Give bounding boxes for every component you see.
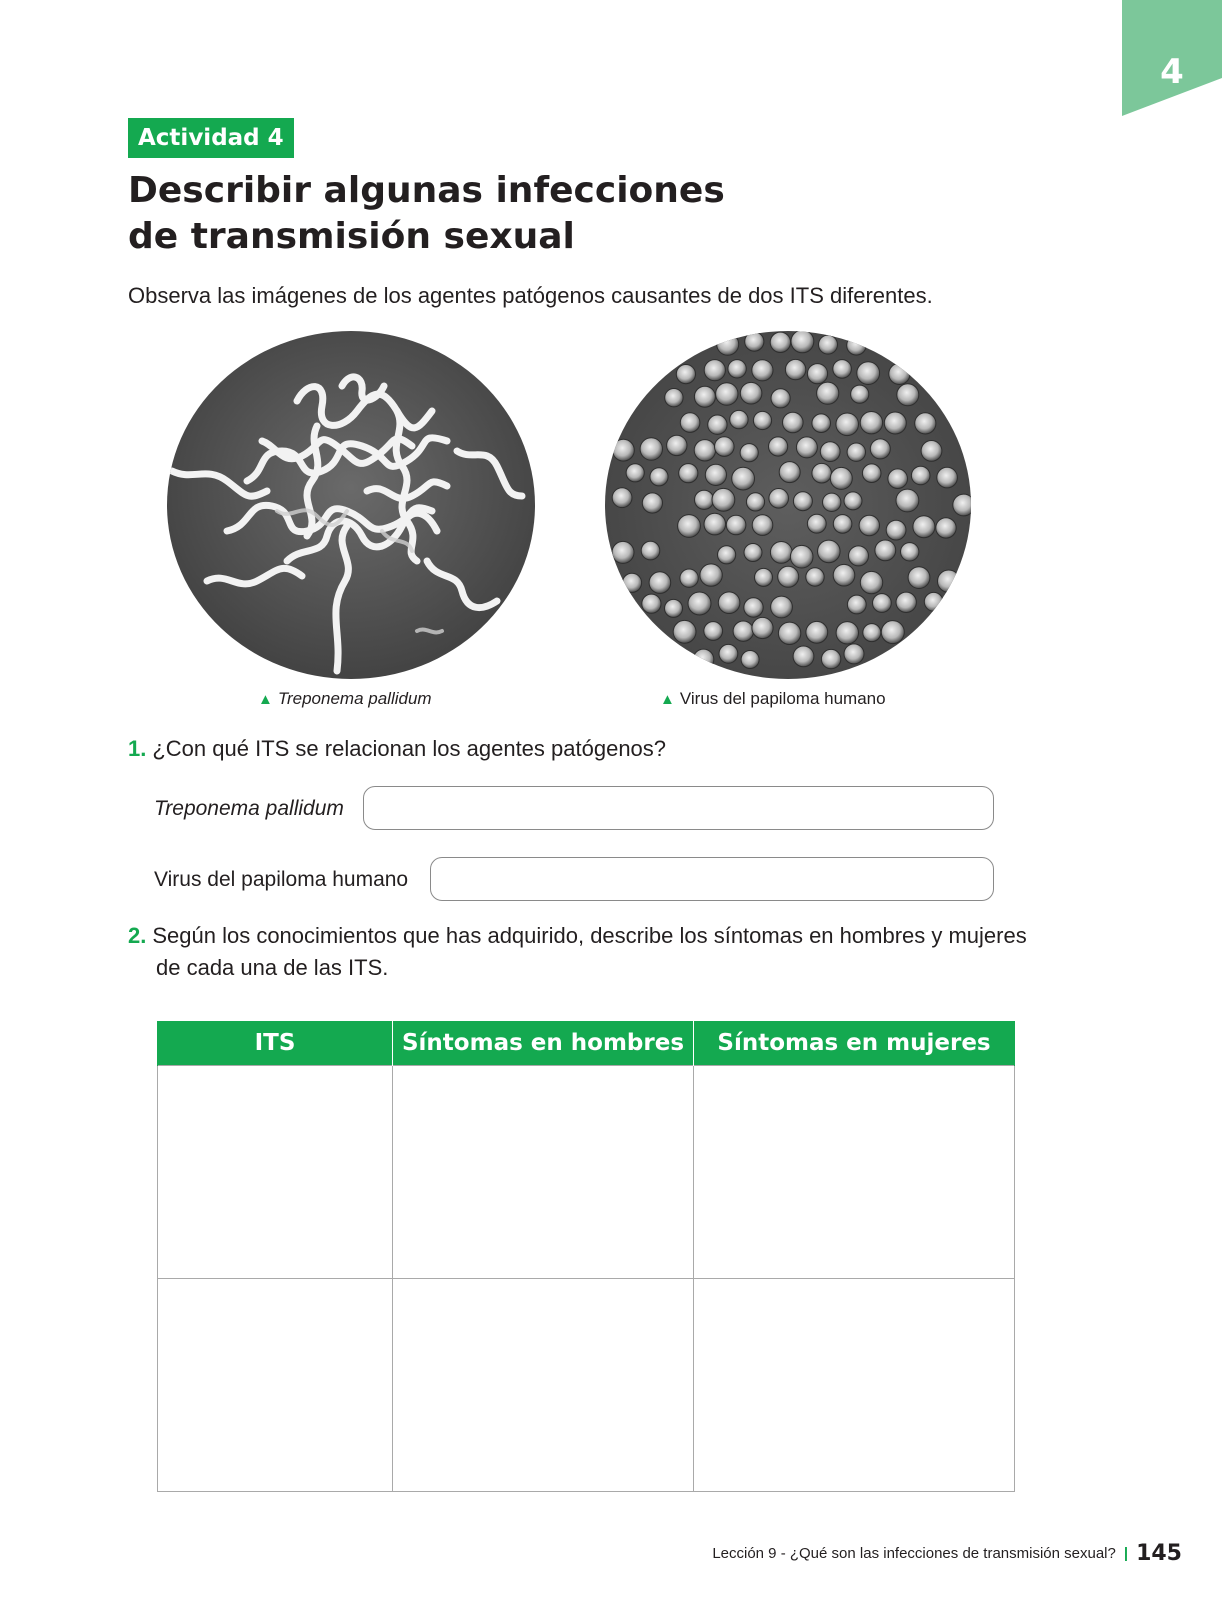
virus-particle	[812, 414, 831, 433]
virus-particle	[870, 439, 890, 459]
virus-particle	[769, 437, 788, 456]
table-header-row	[158, 1021, 1015, 1066]
page-footer	[712, 1541, 1182, 1566]
virus-particle	[847, 595, 866, 614]
virus-particle	[665, 599, 683, 617]
virus-particle	[613, 439, 635, 461]
virus-particle	[881, 621, 904, 644]
virus-particle	[859, 515, 879, 535]
table-row	[158, 1066, 1015, 1279]
virus-particle	[705, 464, 726, 485]
question-text: ¿Con qué ITS se relacionan los agentes patógenos?	[152, 736, 667, 761]
virus-particle	[622, 573, 641, 592]
caption-treponema	[258, 689, 432, 709]
header-symptoms-women: Síntomas en mujeres	[694, 1021, 1015, 1066]
footer-separator: |	[1123, 1545, 1129, 1562]
virus-particle	[693, 649, 714, 670]
virus-particle	[807, 364, 827, 384]
virus-particle	[833, 564, 855, 586]
virus-particle	[642, 493, 662, 513]
virus-particle	[716, 383, 738, 405]
virus-particle	[884, 412, 906, 434]
virus-particle	[667, 435, 687, 455]
virus-particle	[678, 515, 701, 538]
virus-particle	[728, 360, 746, 378]
treponema-image	[167, 331, 535, 679]
virus-particle	[673, 620, 696, 643]
virus-particle	[612, 541, 634, 563]
virus-particle	[897, 384, 919, 406]
virus-particle	[823, 493, 841, 511]
virus-particle	[771, 389, 790, 408]
virus-particle	[830, 467, 852, 489]
virus-particle	[712, 488, 735, 511]
green-triangle-icon: ▲	[258, 691, 273, 708]
virus-particle	[873, 594, 892, 613]
virus-particle	[726, 515, 746, 535]
header-symptoms-men: Síntomas en hombres	[393, 1021, 694, 1066]
virus-particle	[844, 492, 862, 510]
virus-particle	[936, 518, 956, 538]
virus-particle	[888, 469, 908, 489]
answer-field-hpv[interactable]	[430, 857, 994, 901]
answer-field-treponema[interactable]	[363, 786, 994, 830]
virus-particle	[770, 542, 792, 564]
green-triangle-icon: ▲	[660, 691, 675, 708]
virus-particle	[911, 466, 930, 485]
virus-particle	[860, 571, 882, 593]
virus-particle	[778, 622, 800, 644]
virus-particle	[746, 493, 764, 511]
virus-particle	[688, 592, 711, 615]
virus-particle	[626, 464, 644, 482]
table-row	[158, 1279, 1015, 1492]
virus-particle	[770, 332, 790, 352]
virus-particle	[680, 569, 698, 587]
field-label-hpv: Virus del papiloma humano	[154, 868, 409, 891]
virus-particle	[676, 365, 695, 384]
virus-particle	[695, 490, 714, 509]
virus-particle	[953, 494, 971, 516]
virus-particle	[821, 649, 840, 668]
virus-particle	[851, 385, 869, 403]
virus-particle	[740, 382, 762, 404]
virus-particle	[847, 336, 866, 355]
virus-particle	[857, 362, 880, 385]
header-its: ITS	[158, 1021, 393, 1066]
virus-particle	[769, 489, 789, 509]
virus-particle	[640, 438, 662, 460]
page-number: 145	[1136, 1541, 1182, 1566]
virus-particle	[796, 437, 817, 458]
virus-particle	[844, 644, 864, 664]
virus-particle	[718, 546, 736, 564]
virus-particle	[778, 566, 799, 587]
table-cell-men[interactable]	[393, 1279, 694, 1492]
virus-particle	[860, 412, 882, 434]
virus-particle	[717, 333, 739, 355]
virus-particle	[817, 382, 839, 404]
virus-particle	[812, 463, 832, 483]
table-cell-women[interactable]	[694, 1279, 1015, 1492]
virus-particle	[755, 568, 773, 586]
virus-particle	[875, 540, 896, 561]
table-cell-women[interactable]	[694, 1066, 1015, 1279]
virus-particle	[740, 444, 758, 462]
virus-particle	[732, 467, 755, 490]
virus-particle	[612, 488, 632, 508]
virus-particle	[819, 335, 838, 354]
virus-particle	[908, 567, 930, 589]
virus-particle	[889, 363, 910, 384]
question-number: 1.	[128, 736, 147, 761]
virus-particle	[642, 594, 661, 613]
virus-particle	[704, 513, 726, 535]
virus-particle	[836, 413, 859, 436]
virus-particle	[771, 596, 793, 618]
caption-text: Virus del papiloma humano	[679, 689, 886, 708]
virus-particle	[820, 442, 840, 462]
virus-particle	[700, 564, 722, 586]
virus-particle	[715, 437, 735, 457]
table-cell-men[interactable]	[393, 1066, 694, 1279]
symptoms-table	[157, 1021, 1015, 1492]
virus-particle	[753, 411, 771, 429]
virus-particle	[806, 568, 824, 586]
virus-particle	[704, 622, 723, 641]
virus-particle	[793, 492, 812, 511]
virus-particle	[862, 464, 881, 483]
virus-particle	[833, 515, 852, 534]
virus-particle	[733, 621, 753, 641]
virus-particle	[863, 624, 881, 642]
virus-particle	[818, 540, 841, 563]
virus-particle	[752, 360, 773, 381]
question-number: 2.	[128, 923, 147, 948]
virus-particle	[896, 489, 919, 512]
question-1	[128, 733, 666, 765]
table-cell-its[interactable]	[158, 1066, 393, 1279]
virus-particle	[680, 413, 700, 433]
title-line-2: de transmisión sexual	[128, 216, 575, 257]
virus-particle	[924, 592, 943, 611]
virus-particle	[719, 644, 738, 663]
question-text: Según los conocimientos que has adquirido, describe los síntomas en hombres y mujeres de cada una de las ITS.	[152, 923, 1027, 980]
virus-particle	[744, 544, 762, 562]
virus-particle	[836, 622, 858, 644]
virus-particle	[741, 651, 759, 669]
virus-particle	[886, 520, 906, 540]
virus-particle	[679, 464, 698, 483]
virus-particle	[833, 360, 852, 379]
virus-particle	[704, 360, 725, 381]
virus-particle	[730, 410, 748, 428]
virus-particle	[744, 598, 763, 617]
virus-particle	[694, 386, 715, 407]
virus-particle	[849, 546, 869, 566]
virus-particle	[913, 516, 935, 538]
virus-particle	[806, 621, 828, 643]
virus-particle	[752, 617, 773, 638]
caption-hpv	[660, 689, 886, 709]
intro-text: Observa las imágenes de los agentes patógenos causantes de dos ITS diferentes.	[128, 283, 933, 308]
page-title	[128, 168, 828, 260]
activity-badge: Actividad 4	[128, 118, 294, 158]
virus-particle	[783, 412, 804, 433]
title-line-1: Describir algunas infecciones	[128, 170, 725, 211]
unit-number: 4	[1160, 52, 1184, 92]
table-cell-its[interactable]	[158, 1279, 393, 1492]
virus-particle	[694, 440, 715, 461]
virus-particle	[665, 389, 683, 407]
footer-lesson: Lección 9 - ¿Qué son las infecciones de transmisión sexual?	[712, 1545, 1116, 1562]
virus-particle	[790, 545, 813, 568]
virus-particle	[649, 572, 671, 594]
virus-particle	[901, 543, 919, 561]
virus-particle	[915, 413, 936, 434]
virus-particle	[650, 468, 668, 486]
virus-particle	[708, 415, 727, 434]
virus-particle	[752, 515, 773, 536]
virus-particle	[779, 462, 800, 483]
virus-particle	[718, 592, 740, 614]
virus-particle	[745, 332, 764, 351]
virus-particle	[791, 331, 814, 353]
virus-particle	[807, 514, 826, 533]
hpv-image	[605, 331, 971, 679]
virus-particle	[921, 441, 942, 462]
virus-particle	[785, 359, 805, 379]
caption-text: Treponema pallidum	[277, 689, 432, 708]
field-label-treponema: Treponema pallidum	[154, 797, 344, 820]
virus-particle	[847, 443, 865, 461]
virus-particle	[896, 592, 916, 612]
virus-particle	[937, 467, 958, 488]
question-2	[128, 920, 1036, 984]
virus-particle	[793, 646, 814, 667]
virus-particle	[641, 541, 660, 560]
virus-particle	[938, 570, 960, 592]
